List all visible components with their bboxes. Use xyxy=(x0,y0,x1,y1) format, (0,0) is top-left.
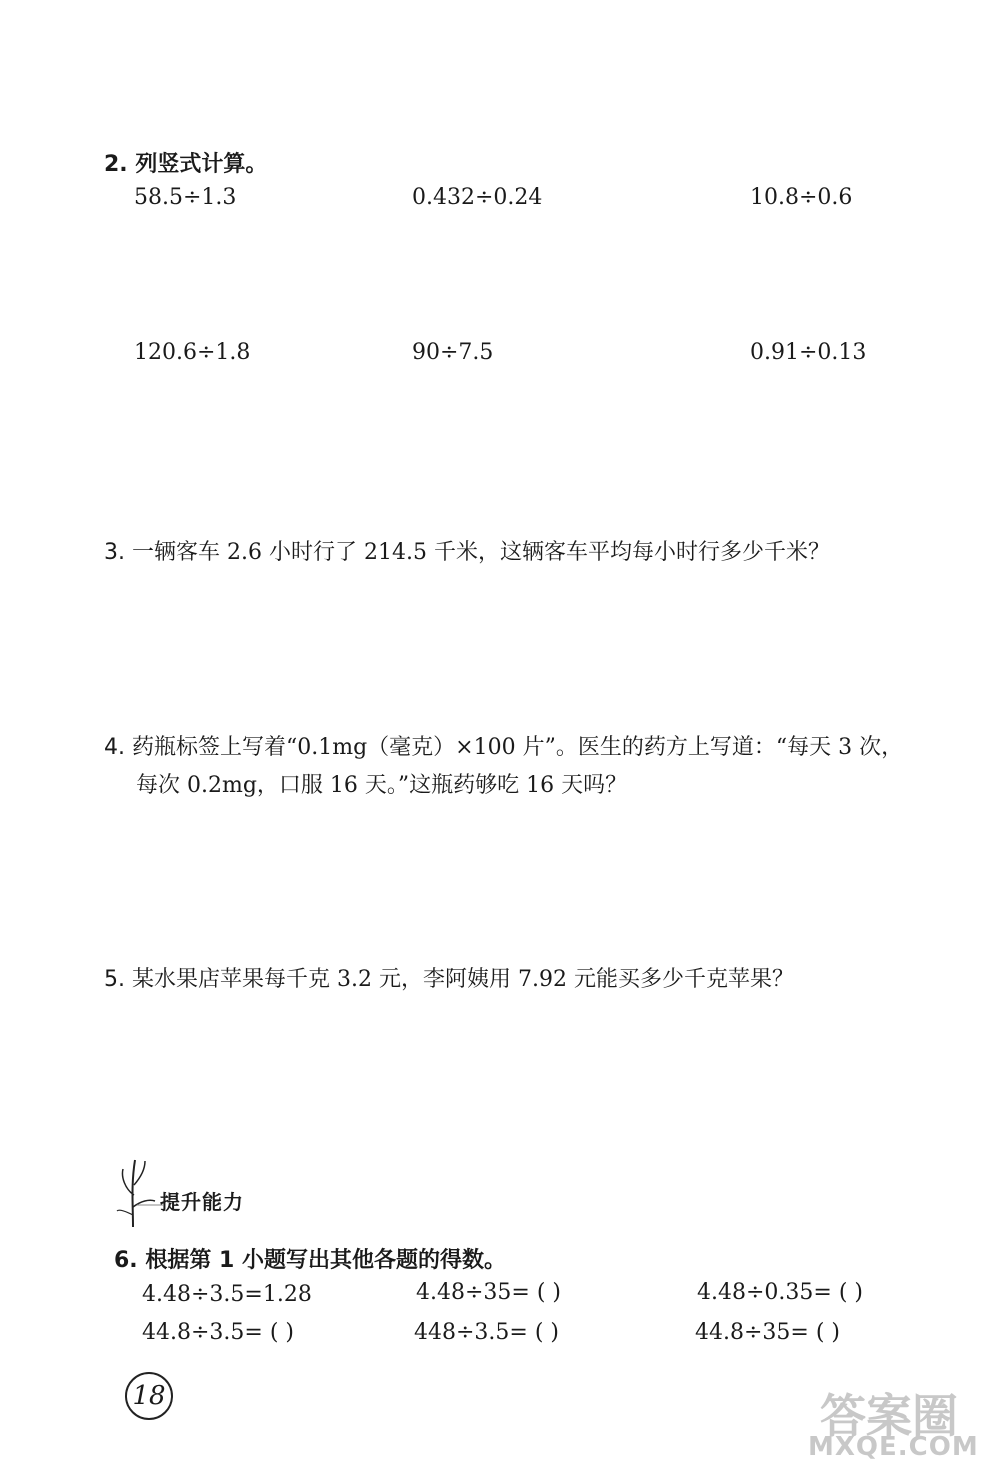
q2-expr-4: 120.6÷1.8 xyxy=(134,340,251,365)
q3 xyxy=(104,535,830,566)
q2-expr-6: 0.91÷0.13 xyxy=(750,340,867,365)
q4-number: 4. xyxy=(104,735,125,760)
q2-expr-1: 58.5÷1.3 xyxy=(134,185,237,210)
q3-text: 一辆客车 2.6 小时行了 214.5 千米，这辆客车平均每小时行多少千米？ xyxy=(132,540,830,565)
q2-expr-3: 10.8÷0.6 xyxy=(750,185,853,210)
q5 xyxy=(104,962,794,993)
q6-blank-6[interactable]: ( ) xyxy=(815,1320,841,1345)
q5-text: 某水果店苹果每千克 3.2 元，李阿姨用 7.92 元能买多少千克苹果？ xyxy=(132,967,794,992)
q6-blank-3[interactable]: ( ) xyxy=(838,1280,864,1305)
q6-item-2 xyxy=(416,1280,561,1305)
q2-heading xyxy=(104,147,267,178)
q4-text-line-1: 药瓶标签上写着“0.1mg（毫克）×100 片”。医生的药方上写道：“每天 3 次， xyxy=(132,735,904,760)
q6-item-4 xyxy=(142,1320,294,1345)
q6-blank-4[interactable]: ( ) xyxy=(269,1320,295,1345)
q2-expr-5: 90÷7.5 xyxy=(412,340,494,365)
q6-item-3 xyxy=(697,1280,863,1305)
q2-title: 列竖式计算。 xyxy=(135,152,268,177)
q5-number: 5. xyxy=(104,967,125,992)
watermark-site: MXQE.COM xyxy=(808,1432,979,1462)
q6-number: 6. xyxy=(114,1248,138,1273)
q3-number: 3. xyxy=(104,540,125,565)
q6-answer-1: 4.48÷3.5=1.28 xyxy=(142,1282,312,1307)
plant-icon xyxy=(115,1155,165,1230)
q6-heading xyxy=(114,1243,506,1274)
q6-expr-6: 44.8÷35= xyxy=(695,1320,809,1345)
q6-item-6 xyxy=(695,1320,840,1345)
q6-item-5 xyxy=(414,1320,559,1345)
section-title: 提升能力 xyxy=(160,1190,244,1214)
q6-expr-4: 44.8÷3.5= xyxy=(142,1320,263,1345)
q6-expr-3: 4.48÷0.35= xyxy=(697,1280,832,1305)
q6-expr-2: 4.48÷35= xyxy=(416,1280,530,1305)
q6-blank-2[interactable]: ( ) xyxy=(536,1280,562,1305)
q6-title: 根据第 1 小题写出其他各题的得数。 xyxy=(145,1248,506,1273)
watermark-brand: 答案圈 xyxy=(820,1389,958,1443)
q4-text-line-2: 每次 0.2mg，口服 16 天。”这瓶药够吃 16 天吗？ xyxy=(136,773,628,798)
q6-expr-5: 448÷3.5= xyxy=(414,1320,528,1345)
q2-expr-2: 0.432÷0.24 xyxy=(412,185,543,210)
q4-line-1 xyxy=(104,730,903,761)
q2-number: 2. xyxy=(104,152,128,177)
page-number: 18 xyxy=(125,1372,173,1420)
q6-blank-5[interactable]: ( ) xyxy=(534,1320,560,1345)
